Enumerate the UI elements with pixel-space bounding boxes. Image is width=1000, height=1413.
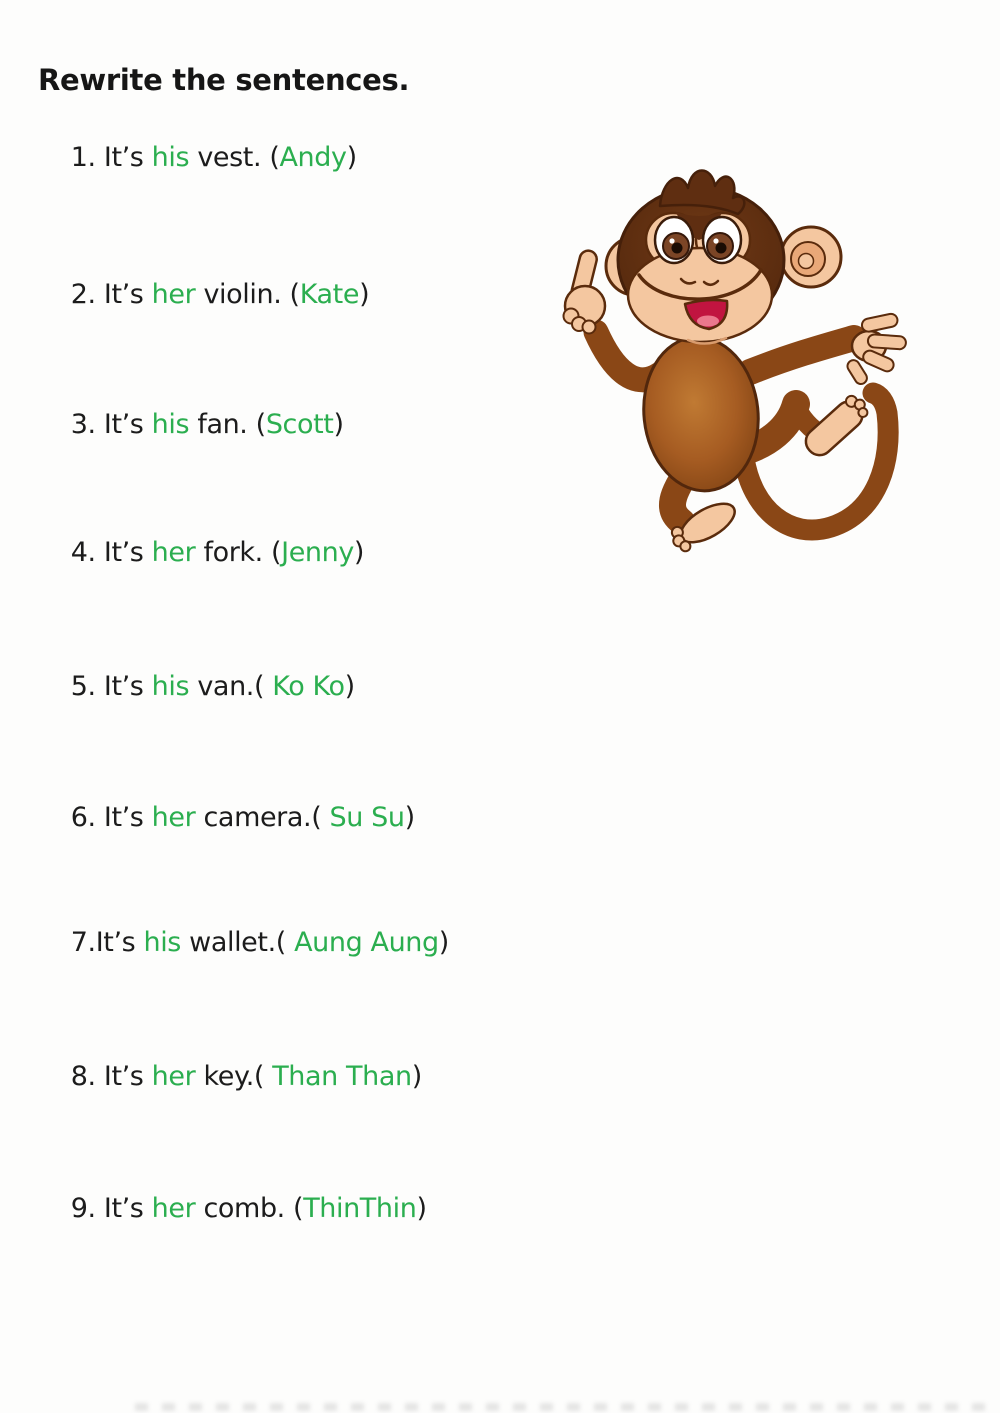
sentence-6-suffix: ) (404, 802, 415, 834)
sentence-2-suffix: ) (359, 279, 370, 311)
sentence-5-pronoun: his (151, 671, 190, 703)
sentence-3-middle: fan. ( (189, 409, 266, 441)
page-title: Rewrite the sentences. (38, 63, 410, 98)
monkey-svg (538, 158, 933, 573)
sentence-2-prefix: 2. It’s (70, 279, 152, 311)
monkey-thumbs-up-hand (564, 249, 606, 334)
sentence-8-pronoun: her (151, 1061, 196, 1093)
sentence-4-pronoun: her (151, 537, 196, 569)
sentence-4-prefix: 4. It’s (70, 537, 152, 569)
sentence-7 (38, 896, 449, 989)
sentence-6-prefix: 6. It’s (70, 802, 152, 834)
sentence-8-name: Than Than (272, 1061, 412, 1093)
sentence-1-prefix: 1. It’s (70, 142, 152, 174)
sentence-3-prefix: 3. It’s (70, 409, 152, 441)
sentence-3-suffix: ) (333, 409, 344, 441)
monkey-illustration (538, 158, 933, 573)
sentence-6-name: Su Su (329, 802, 405, 834)
sentence-8-prefix: 8. It’s (70, 1061, 152, 1093)
sentence-5 (38, 640, 355, 733)
sentence-5-prefix: 5. It’s (70, 671, 152, 703)
monkey-right-ear (781, 227, 841, 287)
sentence-9-middle: comb. ( (195, 1193, 304, 1225)
sentence-1-middle: vest. ( (189, 142, 280, 174)
sentence-5-suffix: ) (344, 671, 355, 703)
sentence-1-name: Andy (279, 142, 347, 174)
sentence-8-suffix: ) (411, 1061, 422, 1093)
sentence-3-name: Scott (265, 409, 334, 441)
sentence-7-pronoun: his (143, 927, 181, 959)
sentence-2-name: Kate (299, 279, 360, 311)
sentence-2-pronoun: her (151, 279, 196, 311)
sentence-7-suffix: ) (438, 927, 449, 959)
sentence-1-suffix: ) (346, 142, 357, 174)
sentence-2 (38, 248, 369, 341)
sentence-4-suffix: ) (353, 537, 365, 569)
cut-off-text-artifact (135, 1403, 990, 1411)
sentence-6 (38, 771, 415, 864)
sentence-8 (38, 1030, 422, 1123)
sentence-3-pronoun: his (151, 409, 190, 441)
monkey-right-arm (750, 338, 854, 372)
sentence-9-pronoun: her (151, 1193, 196, 1225)
sentence-1 (38, 111, 357, 204)
sentence-7-prefix: 7.It’s (70, 927, 144, 959)
sentence-9-suffix: ) (416, 1193, 427, 1225)
monkey-head (606, 171, 841, 344)
sentence-9-name: ThinThin (303, 1193, 417, 1225)
sentence-4 (38, 506, 364, 599)
sentence-5-middle: van.( (189, 671, 273, 703)
sentence-7-middle: wallet.( (180, 927, 295, 959)
sentence-6-middle: camera.( (195, 802, 330, 834)
sentence-4-name: Jenny (281, 537, 354, 569)
sentence-2-middle: violin. ( (195, 279, 300, 311)
monkey-open-hand (845, 313, 906, 387)
sentence-3 (38, 378, 344, 471)
sentence-5-name: Ko Ko (272, 671, 345, 703)
sentence-4-middle: fork. ( (195, 537, 282, 569)
sentence-7-name: Aung Aung (294, 927, 439, 959)
sentence-6-pronoun: her (151, 802, 196, 834)
sentence-9 (38, 1162, 427, 1255)
sentence-8-middle: key.( (195, 1061, 273, 1093)
sentence-1-pronoun: his (151, 142, 190, 174)
sentence-9-prefix: 9. It’s (70, 1193, 152, 1225)
